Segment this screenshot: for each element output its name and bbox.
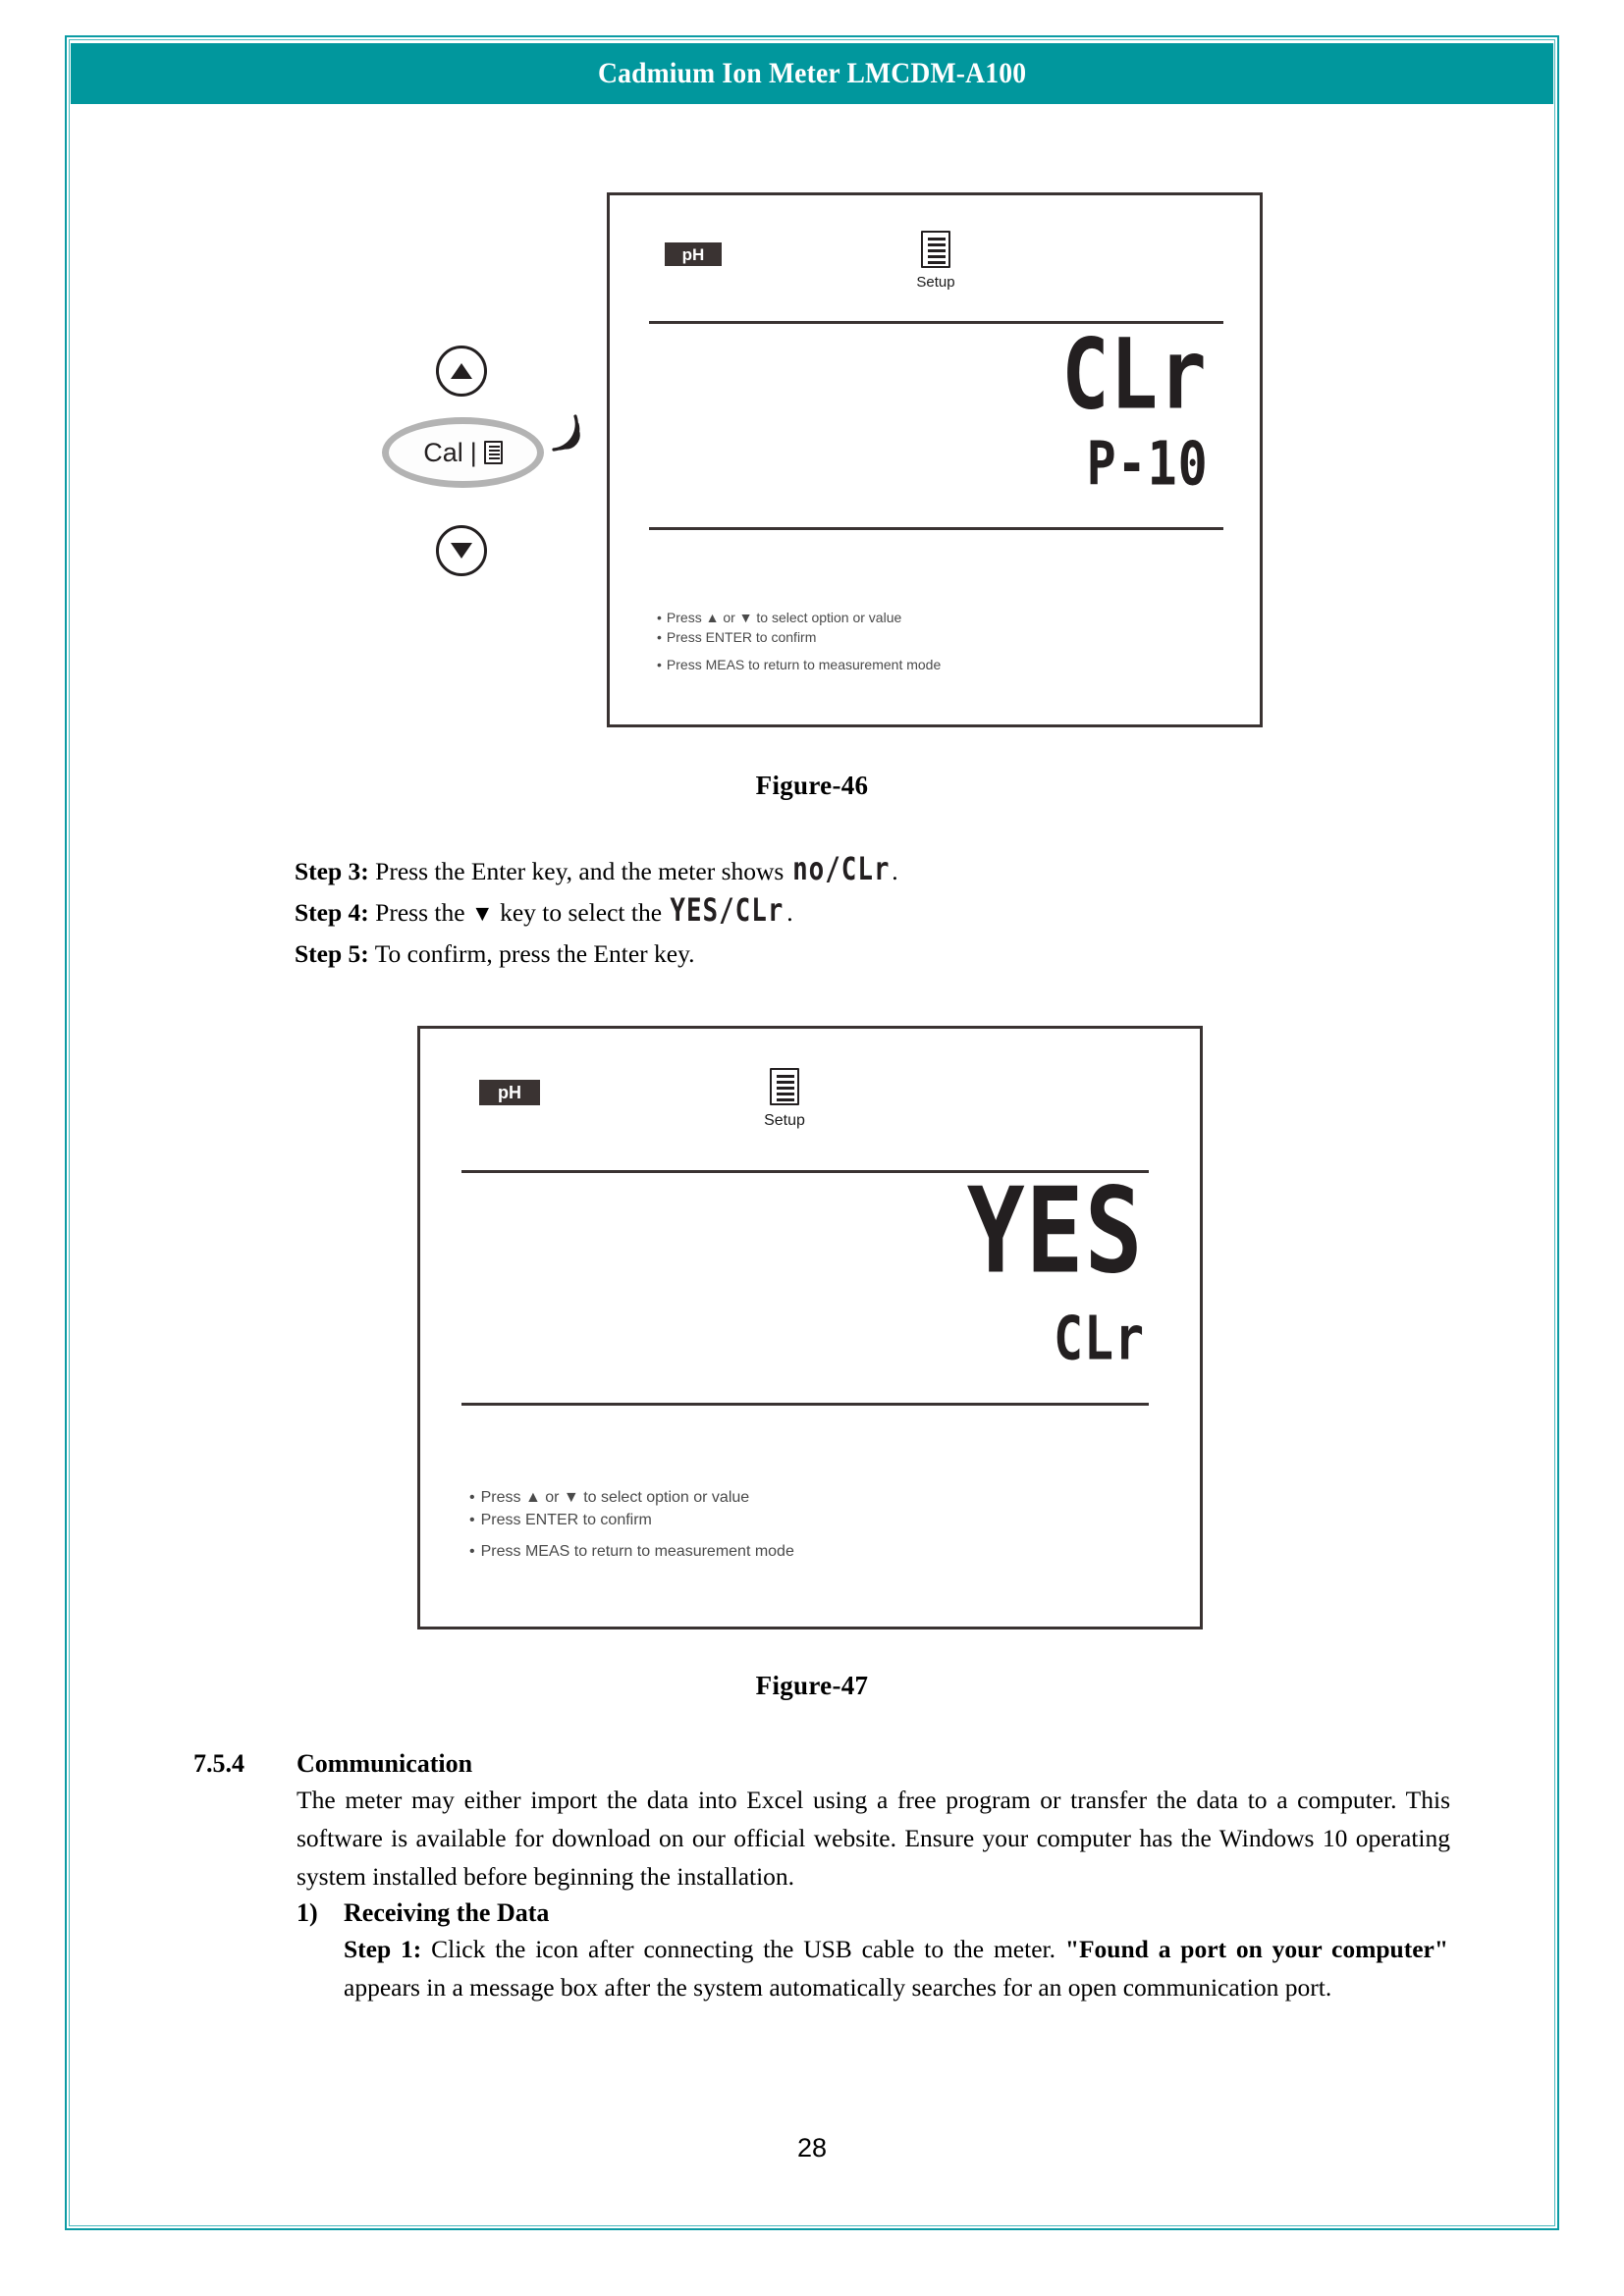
page-number: 28 [796,2133,828,2163]
section-heading [193,1749,1450,1779]
step-1-text-part2: appears in a message box after the system automatically searches for an open communication port. [344,1973,1332,2002]
cal-button[interactable] [382,417,544,488]
lcd-sub-value-wrap [420,1305,1147,1374]
lcd-main-value-wrap [610,317,1211,431]
up-arrow-key[interactable] [436,346,487,397]
steps-3-5-block [295,852,898,974]
figure-47-caption: Figure-47 [755,1671,869,1700]
step-3-text: Press the Enter key, and the meter shows [375,857,785,885]
document-icon [921,231,950,268]
display-rule-bottom [649,527,1223,530]
lcd-main-value: CLr [1061,317,1208,431]
step-5-text: To confirm, press the Enter key. [374,939,695,968]
ph-badge: pH [665,242,722,266]
display-rule-bottom [461,1403,1149,1406]
lcd-main-value-wrap [420,1162,1147,1301]
figure-46-caption: Figure-46 [755,771,869,800]
signal-waves-icon [542,404,601,463]
step-4-label: Step 4: [295,898,369,927]
step-3-lcd-value: no/CLr [791,851,891,888]
section-number: 7.5.4 [193,1749,244,1778]
step-1-paragraph [344,1930,1448,2006]
step-4-text-mid: key to select the [500,898,663,927]
down-arrow-icon: ▼ [470,901,494,926]
step-1-quote: "Found a port on your computer" [1064,1935,1448,1963]
step-3-label: Step 3: [295,857,369,885]
document-icon [770,1068,799,1105]
step-3-line [295,852,898,893]
step-5-label: Step 5: [295,939,369,968]
hint-line: • Press ▲ or ▼ to select option or value [469,1489,750,1506]
display-hints [469,1486,794,1563]
lcd-sub-value: CLr [1054,1305,1146,1374]
hint-line: • Press ▲ or ▼ to select option or value [657,610,902,625]
document-header [71,43,1553,104]
setup-indicator [746,1068,823,1130]
lcd-sub-value: P-10 [1086,430,1209,500]
section-paragraph: The meter may either import the data into Excel using a free program or transfer the data to a computer. This software is available for download on our official website. Ensure your computer has the Windows 10 operating system installed before beginning the installation. [297,1786,1450,1891]
step-4-period: . [786,898,793,927]
cal-button-label: Cal [423,437,463,467]
down-arrow-icon [451,543,472,559]
setup-indicator [899,231,972,291]
step-4-text-before: Press the [375,898,465,927]
hint-line: • Press MEAS to return to measurement mode [469,1543,794,1561]
numbered-item-1 [297,1898,1450,1928]
meter-display-figure-47 [417,1026,1203,1629]
step-4-lcd-value: YES/CLr [670,892,785,930]
display-hints [657,608,941,675]
section-7-5-4 [193,1749,1450,2006]
page-title: Cadmium Ion Meter LMCDM-A100 [597,57,1027,89]
up-arrow-icon [451,363,472,379]
ph-badge: pH [479,1080,540,1105]
step-5-line [295,934,898,974]
setup-label: Setup [764,1112,805,1129]
document-icon [484,441,503,464]
step-1-label: Step 1: [344,1935,422,1963]
item-title: Receiving the Data [344,1898,550,1927]
hint-line: • Press MEAS to return to measurement mode [657,657,942,673]
hint-line: • Press ENTER to confirm [657,629,817,646]
lcd-main-value: YES [966,1162,1144,1301]
step-3-period: . [892,857,898,885]
item-number: 1) [297,1898,318,1927]
step-1-text-part1: Click the icon after connecting the USB cable to the meter. [431,1935,1056,1963]
hint-line: • Press ENTER to confirm [469,1512,652,1529]
meter-display-figure-46 [607,192,1263,727]
down-arrow-key[interactable] [436,525,487,576]
cal-button-separator: | [469,437,477,467]
lcd-sub-value-wrap [610,430,1211,500]
step-4-line [295,893,898,934]
setup-label: Setup [916,274,955,291]
section-title: Communication [297,1749,473,1778]
